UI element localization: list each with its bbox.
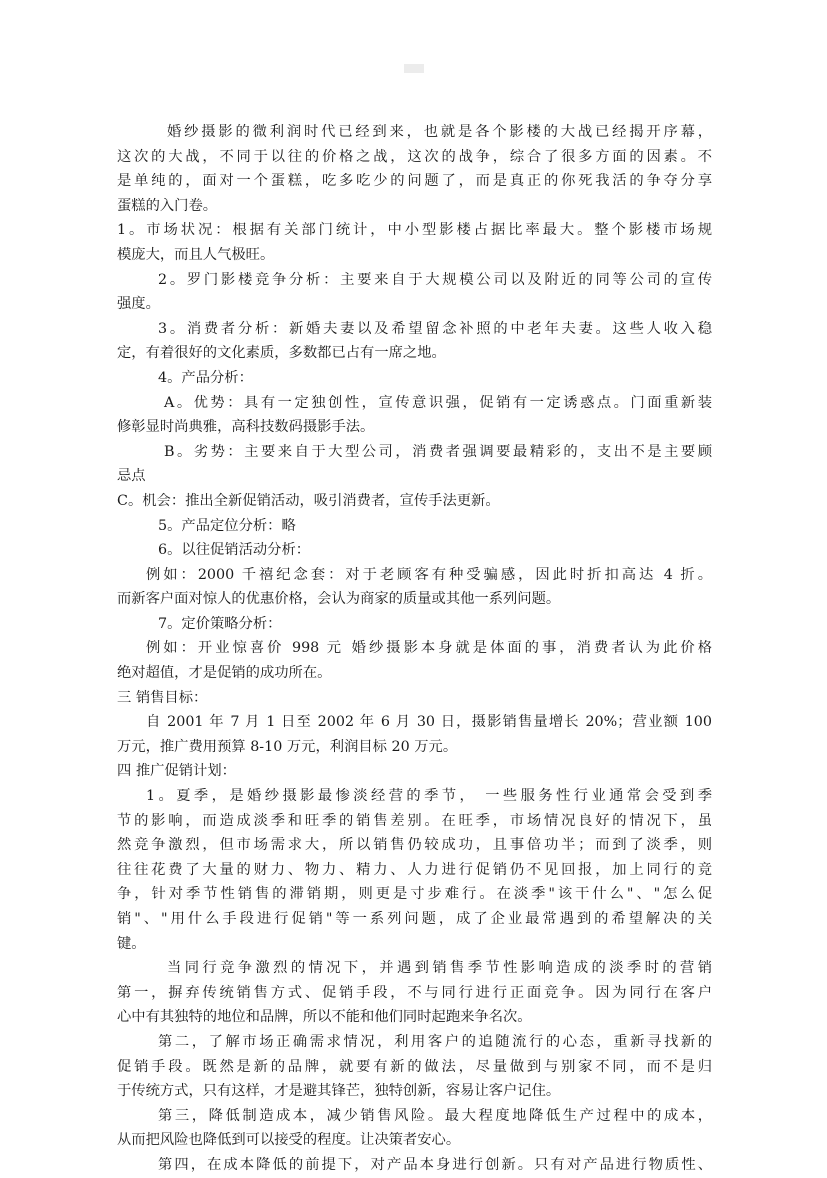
text-line: 例如：开业惊喜价 998 元 婚纱摄影本身就是体面的事，消费者认为此价格: [146, 640, 712, 657]
text-line: 5。产品定位分析：略: [158, 517, 296, 534]
text-line: 销"、"用什么手段进行促销"等一系列问题，成了企业最常遇到的希望解决的关: [117, 911, 712, 927]
section-heading: 三 销售目标：: [117, 689, 208, 706]
text-line: 然竞争激烈，但市场需求大，所以销售仍较成功，且事倍功半；而到了淡季，则: [117, 837, 712, 854]
text-line: 婚纱摄影的微利润时代已经到来，也就是各个影楼的大战已经揭开序幕，: [167, 124, 712, 140]
text-line: B。劣势：主要来自于大型公司，消费者强调要最精彩的，支出不是主要顾: [164, 443, 712, 460]
text-line: 往往花费了大量的财力、物力、精力、人力进行促销仍不见回报，加上同行的竞: [117, 861, 712, 878]
text-line: 模庞大，而且人气极旺。: [117, 246, 275, 263]
text-line: 第一，摒弃传统销售方式、促销手段，不与同行进行正面竞争。因为同行在客户: [117, 984, 712, 1001]
text-line: 第四，在成本降低的前提下，对产品本身进行创新。只有对产品进行物质性、: [158, 1156, 712, 1173]
text-line: A。优势：具有一定独创性，宣传意识强，促销有一定诱惑点。门面重新装: [164, 394, 712, 411]
text-line: 6。以往促销活动分析：: [158, 542, 311, 559]
text-line: 强度。: [117, 296, 160, 313]
text-line: 心中有其独特的地位和品牌，所以不能和他们同时起跑来争名次。: [117, 1009, 532, 1026]
text-line: 于传统方式，只有这样，才是避其锋芒，独特创新，容易让客户记住。: [117, 1083, 561, 1100]
page-header-mark: [404, 64, 424, 73]
text-line: 自 2001 年 7 月 1 日至 2002 年 6 月 30 日，摄影销售量增长 20%；营业额 100: [146, 714, 712, 731]
text-line: 争，针对季节性销售的滞销期，则更是寸步难行。在淡季"该干什么"、"怎么促: [117, 886, 712, 903]
text-line: 节的影响，而造成淡季和旺季的销售差别。在旺季，市场情况良好的情况下，虽: [117, 812, 712, 829]
document-body: [117, 120, 712, 1178]
text-line: 7。定价策略分析：: [158, 615, 282, 632]
text-line: 定，有着很好的文化素质，多数都已占有一席之地。: [117, 345, 446, 362]
text-line: 蛋糕的入门卷。: [117, 197, 218, 214]
text-line: 忌点: [117, 468, 146, 485]
text-line: 促销手段。既然是新的品牌，就要有新的做法，尽量做到与别家不同，而不是归: [117, 1058, 712, 1075]
text-line: 4。产品分析：: [158, 369, 253, 386]
text-line: 1。夏季，是婚纱摄影最惨淡经营的季节， 一些服务性行业通常会受到季: [146, 788, 712, 805]
text-line: 第三，降低制造成本，减少销售风险。最大程度地降低生产过程中的成本，: [158, 1107, 712, 1124]
text-line: 而新客户面对惊人的优惠价格，会认为商家的质量或其他一系列问题。: [117, 591, 561, 608]
text-line: 键。: [117, 935, 146, 952]
text-line: 2。罗门影楼竞争分析：主要来自于大规模公司以及附近的同等公司的宣传: [158, 271, 712, 288]
text-line: 绝对超值，才是促销的成功所在。: [117, 665, 332, 682]
text-line: 这次的大战，不同于以往的价格之战，这次的战争，综合了很多方面的因素。不: [117, 148, 712, 165]
text-line: 当同行竞争激烈的情况下，并遇到销售季节性影响造成的淡季时的营销: [167, 960, 712, 977]
section-heading: 四 推广促销计划：: [117, 763, 236, 780]
text-line: 1。市场状况：根据有关部门统计，中小型影楼占据比率最大。整个影楼市场规: [117, 222, 712, 239]
text-line: C。机会：推出全新促销活动，吸引消费者，宣传手法更新。: [117, 492, 500, 509]
text-line: 万元，推广费用预算 8-10 万元，利润目标 20 万元。: [117, 738, 458, 755]
text-line: 从而把风险也降低到可以接受的程度。让决策者安心。: [117, 1132, 461, 1149]
text-line: 3。消费者分析：新婚夫妻以及希望留念补照的中老年夫妻。这些人收入稳: [158, 320, 712, 337]
text-line: 是单纯的，面对一个蛋糕，吃多吃少的问题了，而是真正的你死我活的争夺分享: [117, 173, 712, 190]
text-line: 修彰显时尚典雅，高科技数码摄影手法。: [117, 419, 375, 436]
text-line: 例如：2000 千禧纪念套：对于老顾客有种受骗感，因此时折扣高达 4 折。: [146, 566, 712, 583]
text-line: 第二，了解市场正确需求情况，利用客户的追随流行的心态，重新寻找新的: [158, 1033, 712, 1050]
